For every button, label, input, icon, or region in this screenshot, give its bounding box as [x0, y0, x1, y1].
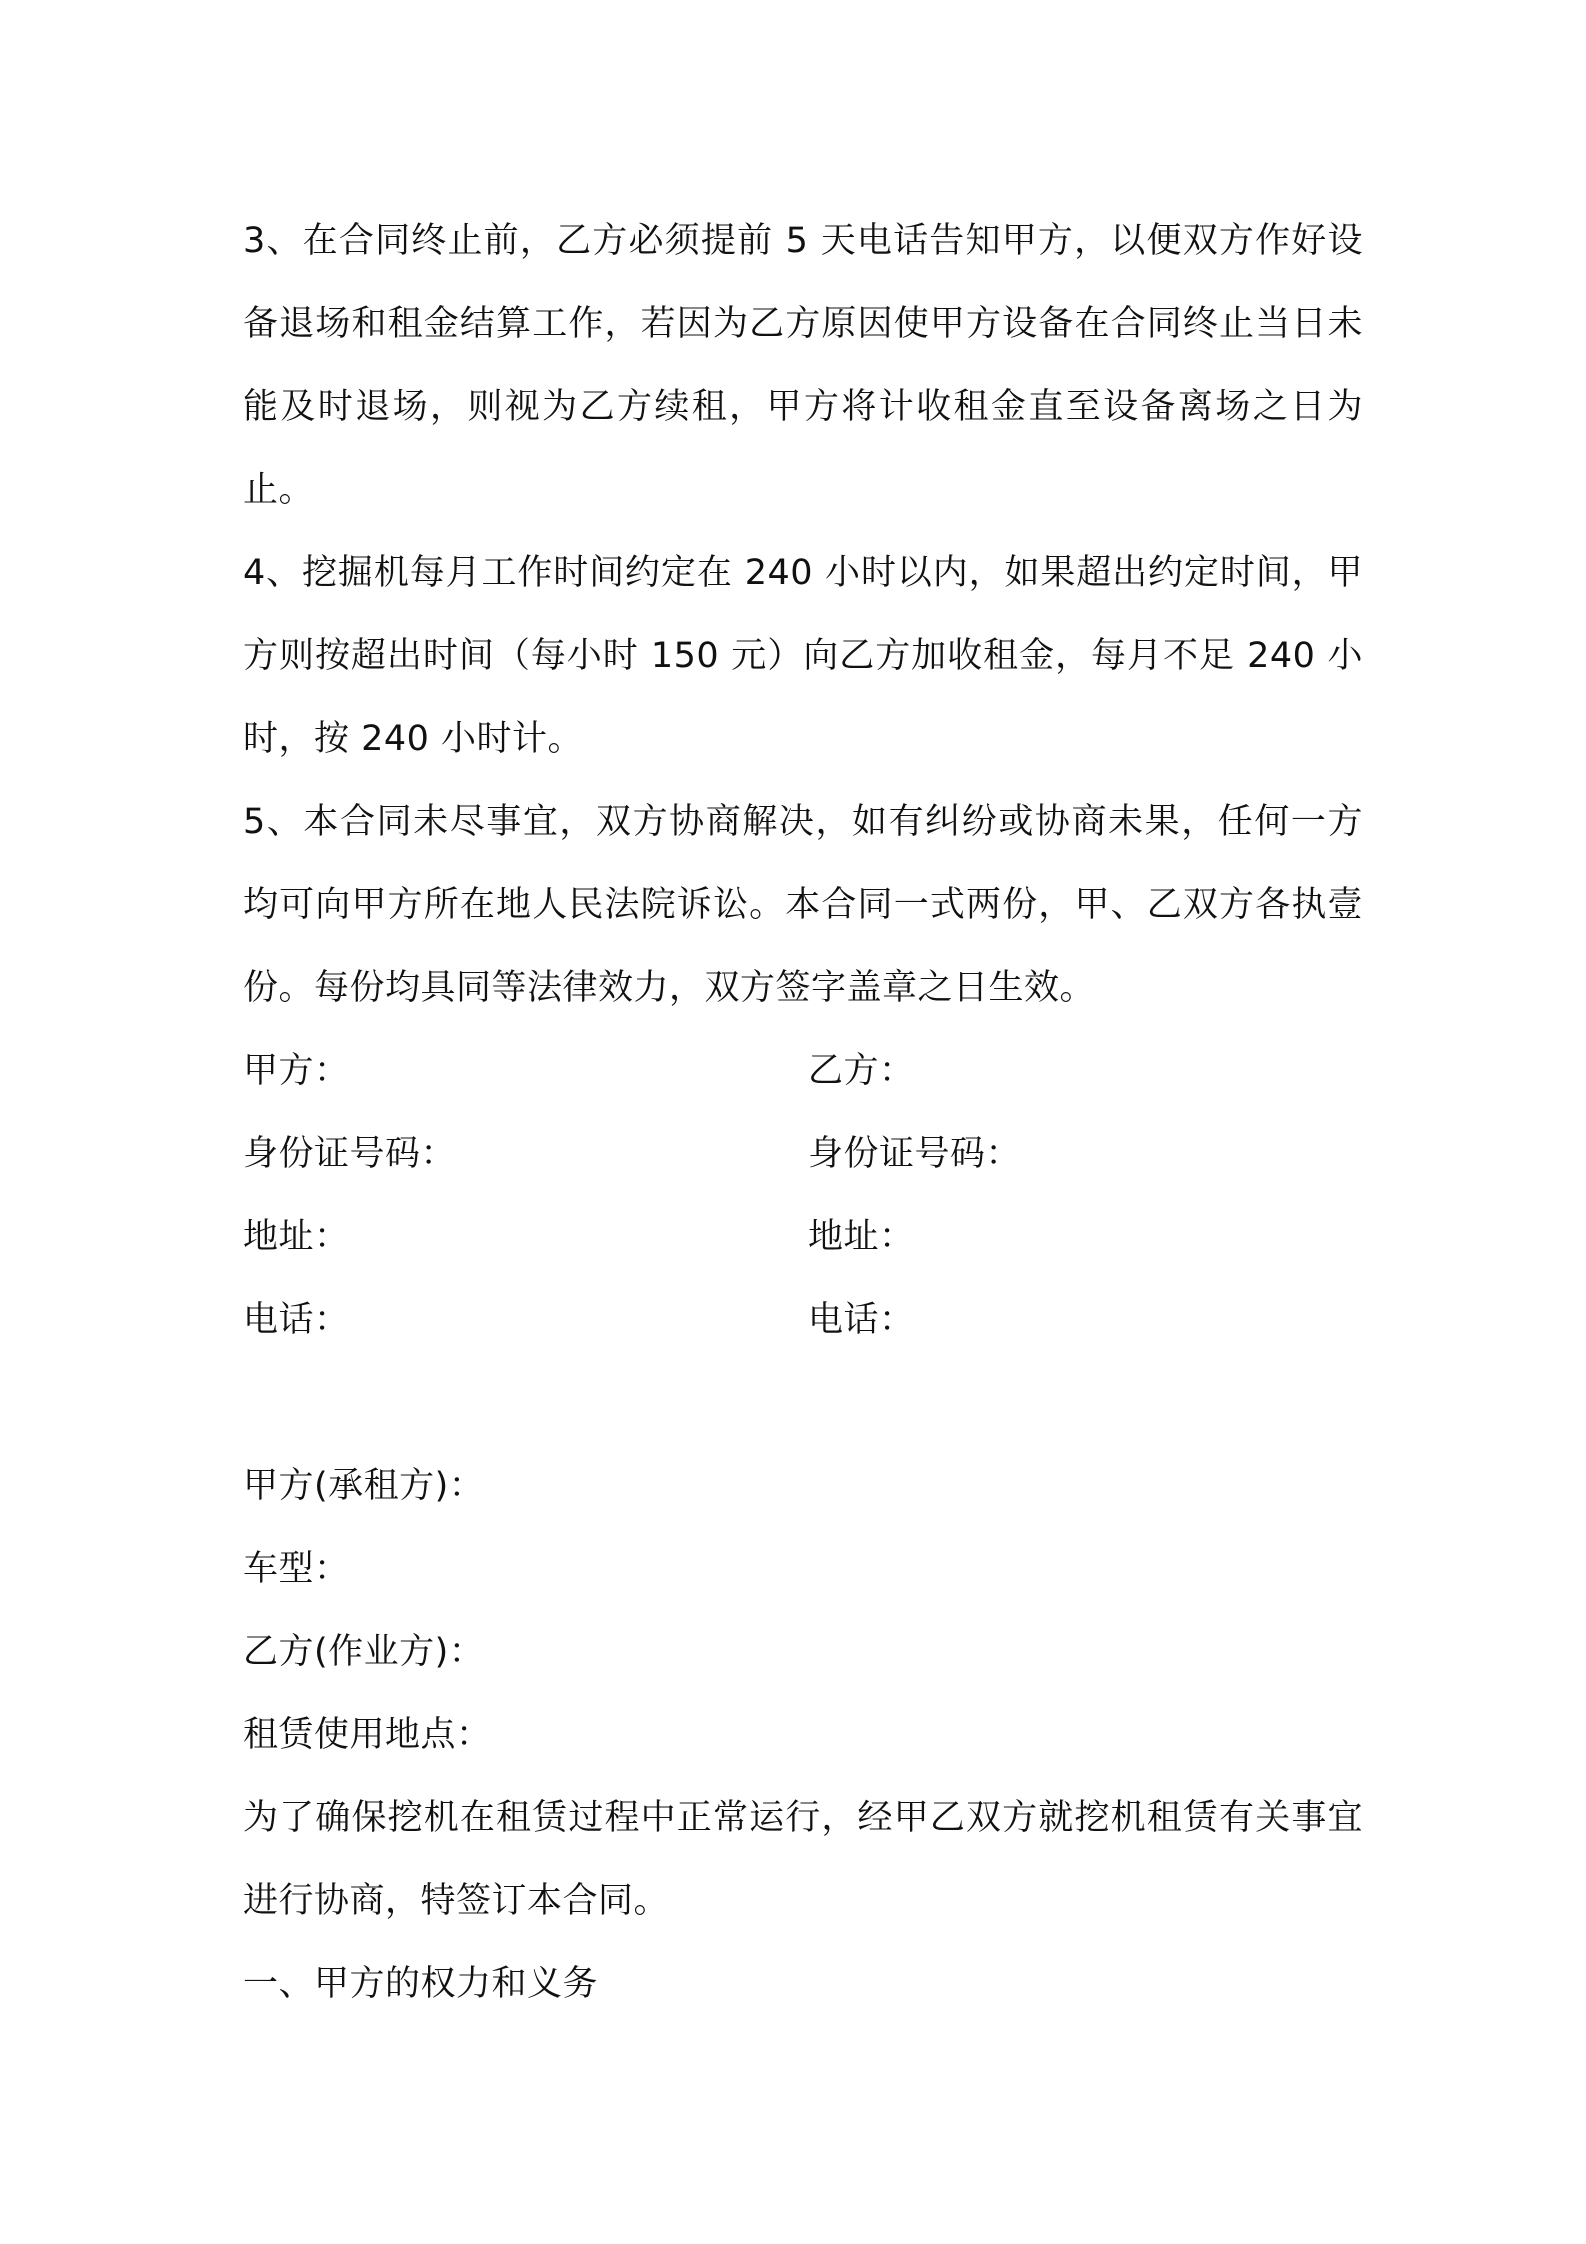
signature-row-id — [243, 1113, 1363, 1196]
contract-intro: 为了确保挖机在租赁过程中正常运行，经甲乙双方就挖机租赁有关事宜进行协商，特签订本合同。 — [243, 1798, 1363, 1921]
clause-4: 4、挖掘机每月工作时间约定在 240 小时以内，如果超出约定时间，甲方则按超出时间（每小时 150 元）向乙方加收租金，每月不足 240 小时，按 240 小时计。 — [243, 553, 1363, 759]
lessee-field-label: 甲方(承租方)： — [243, 1466, 485, 1506]
location-field-label: 租赁使用地点： — [243, 1715, 492, 1755]
clause-5: 5、本合同未尽事宜，双方协商解决，如有纠纷或协商未果，任何一方均可向甲方所在地人民法院诉讼。本合同一式两份，甲、乙双方各执壹份。每份均具同等法律效力，双方签字盖章之日生效。 — [243, 802, 1363, 1008]
operator-field-label: 乙方(作业方)： — [243, 1632, 485, 1672]
blank-line — [243, 1362, 1363, 1445]
signature-row-phone — [243, 1279, 1363, 1362]
party-a-phone-label: 电话： — [243, 1300, 350, 1340]
party-a-id-label: 身份证号码： — [243, 1134, 457, 1174]
signature-row-party — [243, 1030, 1363, 1113]
party-b-address-label: 地址： — [808, 1217, 915, 1257]
clause-3: 3、在合同终止前，乙方必须提前 5 天电话告知甲方，以便双方作好设备退场和租金结算工作，若因为乙方原因使甲方设备在合同终止当日未能及时退场，则视为乙方续租，甲方将计收租金直至设备离场之日为止。 — [243, 221, 1363, 510]
signature-block — [243, 1030, 1363, 1362]
signature-row-address — [243, 1196, 1363, 1279]
vehicle-model-field-label: 车型： — [243, 1549, 350, 1589]
party-b-label: 乙方： — [808, 1051, 915, 1091]
second-contract-header — [243, 1445, 1363, 1777]
party-b-phone-label: 电话： — [808, 1300, 915, 1340]
party-b-id-label: 身份证号码： — [808, 1134, 1022, 1174]
section-heading: 一、甲方的权力和义务 — [243, 1964, 599, 2004]
party-a-label: 甲方： — [243, 1051, 350, 1091]
party-a-address-label: 地址： — [243, 1217, 350, 1257]
document-body — [243, 200, 1363, 2026]
